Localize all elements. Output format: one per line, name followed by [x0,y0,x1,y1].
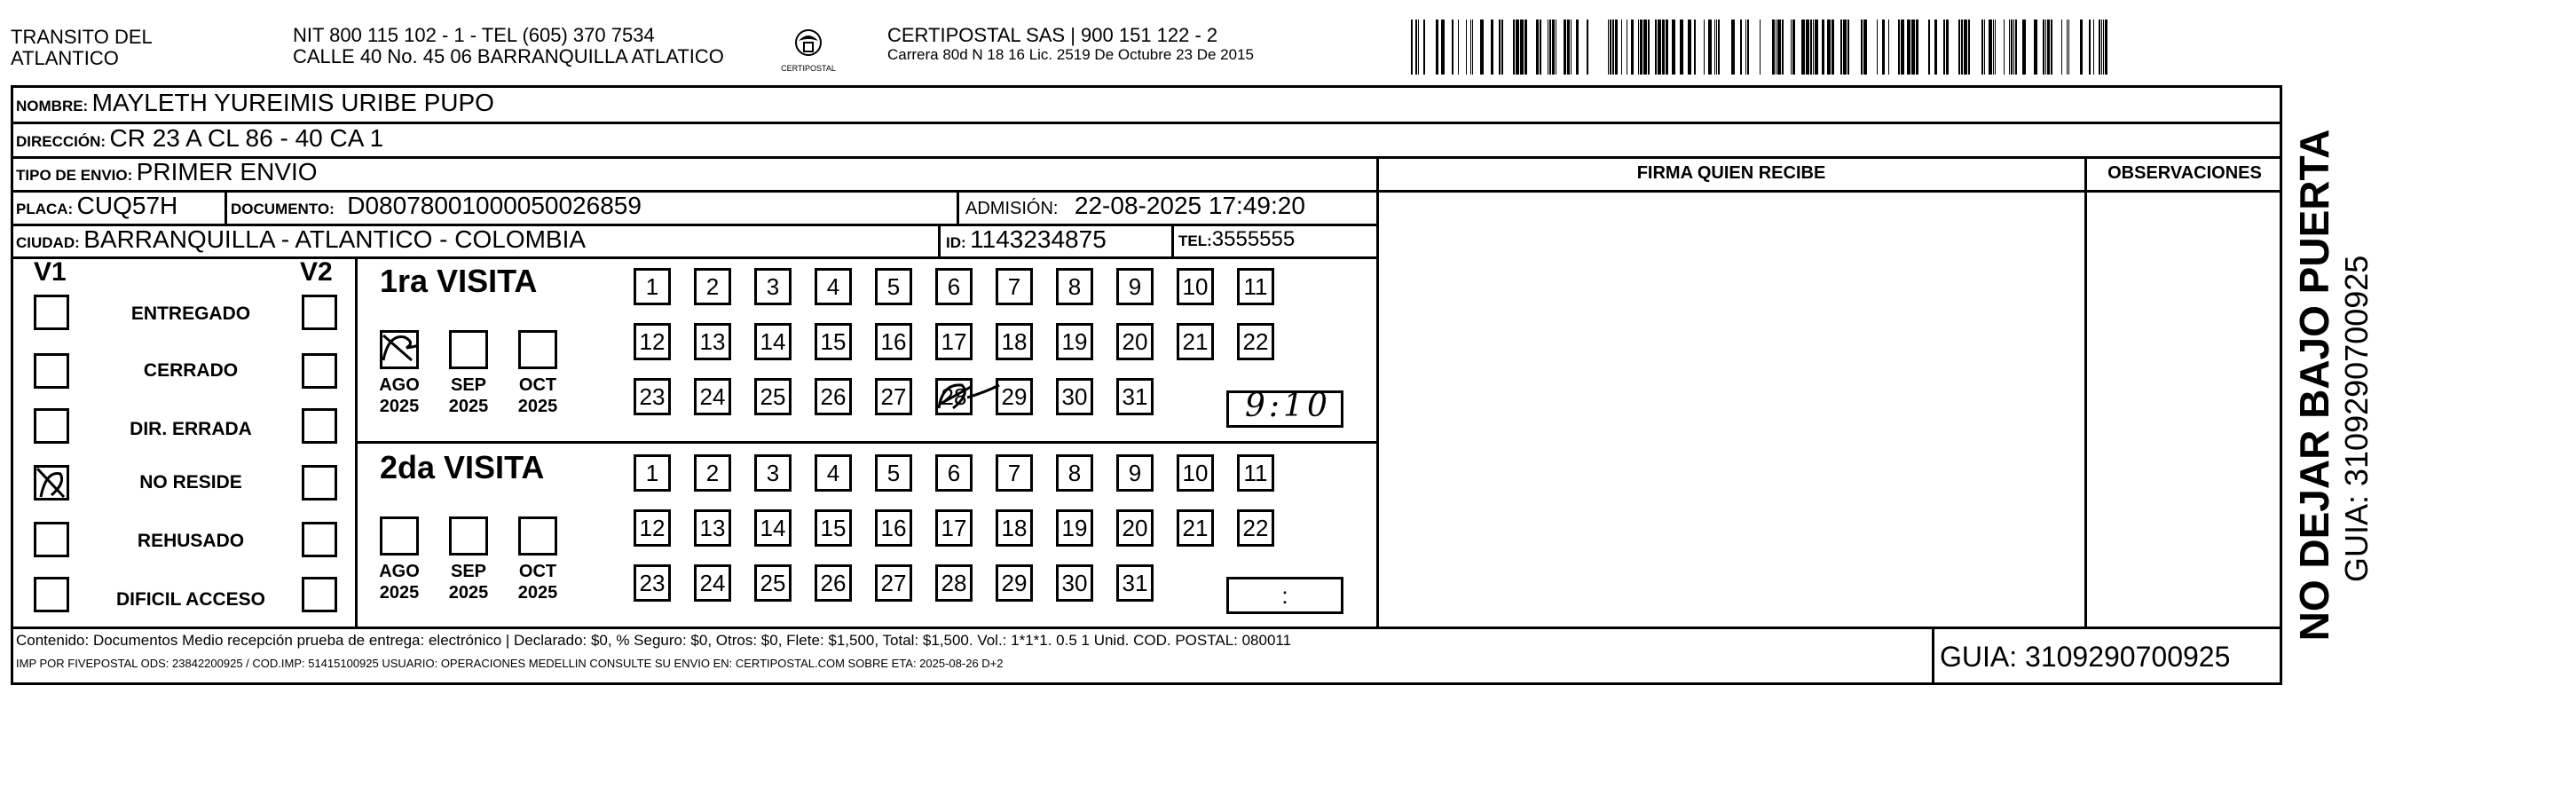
visit1-month-oct[interactable] [518,330,557,369]
visit1-day-19[interactable]: 19 [1056,323,1093,360]
visit2-day-10[interactable]: 10 [1177,454,1214,492]
visit-divider [355,441,1377,444]
col-divider [1932,627,1934,685]
col-divider [957,190,959,225]
side-panel [2288,85,2385,685]
v2-checkbox-entregado[interactable] [302,295,337,330]
carrier-info [887,25,1254,64]
visit1-day-27[interactable]: 27 [875,378,912,415]
admission-label: ADMISIÓN: [965,199,1059,218]
observations-area[interactable] [2087,192,2281,627]
visit2-month-oct[interactable] [518,516,557,556]
v1-checkbox-dir-errada[interactable] [34,408,69,444]
v1-checkbox-dificil-acceso[interactable] [34,577,69,612]
visit2-day-25[interactable]: 25 [754,564,792,602]
no-dejar-bajo-puerta-notice: NO DEJAR BAJO PUERTA [2291,129,2337,642]
visit2-day-24[interactable]: 24 [694,564,731,602]
visit2-day-7[interactable]: 7 [996,454,1033,492]
visit2-day-27[interactable]: 27 [875,564,912,602]
sender-line-2: ATLANTICO [11,47,119,69]
visit2-time-box[interactable] [1226,577,1343,614]
col-divider [938,224,941,257]
v2-checkbox-rehusado[interactable] [302,522,337,557]
sender-nit: NIT 800 115 102 - 1 - TEL (605) 370 7534 [293,24,655,46]
visit2-day-15[interactable]: 15 [815,509,852,547]
sender-address: CALLE 40 No. 45 06 BARRANQUILLA ATLATICO [293,45,724,67]
v1-checkbox-rehusado[interactable] [34,522,69,557]
visit2-day-4[interactable]: 4 [815,454,852,492]
status-label-dir-errada: DIR. ERRADA [130,419,252,439]
status-label-dificil-acceso: DIFICIL ACCESO [115,589,265,610]
visit2-day-30[interactable]: 30 [1056,564,1093,602]
visit2-month-ago[interactable] [380,516,419,556]
visit1-title: 1ra VISITA [380,263,538,299]
visit1-day-10[interactable]: 10 [1177,268,1214,305]
signature-area[interactable] [1379,192,2084,627]
visit1-month-label-sep: SEP 2025 [448,375,489,416]
status-label-no-reside: NO RESIDE [139,472,242,493]
visit2-month-label-sep: SEP 2025 [448,562,489,603]
document-field [231,192,642,220]
name-label: NOMBRE: [16,98,89,114]
visit2-day-26[interactable]: 26 [815,564,852,602]
visit1-month-label-oct: OCT 2025 [517,375,558,416]
type-value: PRIMER ENVIO [136,158,318,185]
visit1-day-11[interactable]: 11 [1237,268,1274,305]
side-guide-number: GUIA: 3109290700925 [2338,255,2375,582]
tel-value: 3555555 [1211,227,1296,251]
sender-contact [293,25,724,67]
visit1-day-30[interactable]: 30 [1056,378,1093,415]
document-value: D08078001000050026859 [347,192,642,219]
v2-checkbox-dificil-acceso[interactable] [302,577,337,612]
visit2-day-13[interactable]: 13 [694,509,731,547]
visit1-day-9[interactable]: 9 [1116,268,1154,305]
visit2-day-23[interactable]: 23 [634,564,671,602]
visit1-day-8[interactable]: 8 [1056,268,1093,305]
id-field [946,225,1107,254]
visit1-day-29[interactable]: 29 [996,378,1033,415]
footer-guide-number: GUIA: 3109290700925 [1940,641,2231,673]
address-label: DIRECCIÓN: [16,133,106,150]
row-divider [11,156,2282,159]
handwritten-check-icon [34,465,69,500]
visit1-day-26[interactable]: 26 [815,378,852,415]
city-label: CIUDAD: [16,234,80,251]
admission-value: 22-08-2025 17:49:20 [1074,192,1305,219]
visit1-day-24[interactable]: 24 [694,378,731,415]
visit1-day-1[interactable]: 1 [634,268,671,305]
id-label: ID: [946,234,966,251]
visit2-day-8[interactable]: 8 [1056,454,1093,492]
svg-text:CERTIPOSTAL: CERTIPOSTAL [781,64,836,73]
visit2-day-2[interactable]: 2 [694,454,731,492]
v2-checkbox-dir-errada[interactable] [302,408,337,444]
tel-field [1178,227,1295,252]
visit2-day-17[interactable]: 17 [935,509,973,547]
id-value: 1143234875 [970,225,1107,253]
visit1-day-22[interactable]: 22 [1237,323,1274,360]
visit2-day-18[interactable]: 18 [996,509,1033,547]
admission-field [965,192,1305,220]
visit2-day-1[interactable]: 1 [634,454,671,492]
visit1-day-16[interactable]: 16 [875,323,912,360]
visit2-day-31[interactable]: 31 [1116,564,1154,602]
carrier-license: Carrera 80d N 18 16 Lic. 2519 De Octubre 23 De 2015 [887,46,1254,63]
v2-checkbox-no-reside[interactable] [302,465,337,500]
v2-header: V2 [300,257,333,287]
visit2-day-21[interactable]: 21 [1177,509,1214,547]
visit2-day-14[interactable]: 14 [754,509,792,547]
visit2-month-label-oct: OCT 2025 [517,562,558,603]
col-divider [225,190,227,225]
certipostal-logo-icon [779,25,838,76]
visit2-day-28[interactable]: 28 [935,564,973,602]
visit2-time-value: : [1281,582,1288,609]
visit1-day-6[interactable]: 6 [935,268,973,305]
carrier-line: CERTIPOSTAL SAS | 900 151 122 - 2 [887,24,1218,46]
visit1-day-25[interactable]: 25 [754,378,792,415]
v1-header: V1 [34,257,67,287]
visit1-time-value: 9:10 [1245,388,1331,424]
visit1-day-21[interactable]: 21 [1177,323,1214,360]
visit2-day-6[interactable]: 6 [935,454,973,492]
visit1-month-label-ago: AGO 2025 [379,375,420,416]
handwritten-mark-icon [380,330,419,369]
visit2-day-22[interactable]: 22 [1237,509,1274,547]
address-value: CR 23 A CL 86 - 40 CA 1 [109,124,384,152]
visit1-day-28[interactable]: 28 [935,378,973,415]
footer-content-line: Contenido: Documentos Medio recepción prueba de entrega: electrónico | Declarado: $0, % Seguro: $0, Otros: $0, Flete: $1,500, Total: $1,500. Vol.: 1*1*1. 0.5 1 Unid. COD. POSTAL: 080011 [16,632,1292,649]
address-field [16,124,383,153]
visit1-day-14[interactable]: 14 [754,323,792,360]
status-label-rehusado: REHUSADO [137,531,245,551]
v1-checkbox-entregado[interactable] [34,295,69,330]
visit1-day-20[interactable]: 20 [1116,323,1154,360]
visit2-day-11[interactable]: 11 [1237,454,1274,492]
visit1-day-12[interactable]: 12 [634,323,671,360]
name-value: MAYLETH YUREIMIS URIBE PUPO [91,89,494,116]
visit1-day-3[interactable]: 3 [754,268,792,305]
v1-checkbox-cerrado[interactable] [34,353,69,389]
visit1-day-17[interactable]: 17 [935,323,973,360]
visit1-day-2[interactable]: 2 [694,268,731,305]
visit2-day-20[interactable]: 20 [1116,509,1154,547]
visit2-day-3[interactable]: 3 [754,454,792,492]
visit1-day-15[interactable]: 15 [815,323,852,360]
footer-print-line: IMP POR FIVEPOSTAL ODS: 23842200925 / COD.IMP: 51415100925 USUARIO: OPERACIONES MEDELLIN CONSULTE SU ENVIO EN: CERTIPOSTAL.COM SOBRE ETA: 2025-08-26 D+2 [16,657,1004,670]
plate-field [16,192,177,220]
name-field [16,89,494,117]
city-value: BARRANQUILLA - ATLANTICO - COLOMBIA [83,225,587,253]
tel-label: TEL: [1178,232,1212,249]
visit2-month-sep[interactable] [449,516,488,556]
city-field [16,225,586,254]
visit2-title: 2da VISITA [380,449,545,485]
visit1-day-7[interactable]: 7 [996,268,1033,305]
visit1-month-ago[interactable] [380,330,419,369]
plate-label: PLACA: [16,201,74,217]
visit1-day-4[interactable]: 4 [815,268,852,305]
visit2-month-label-ago: AGO 2025 [379,562,420,603]
document-label: DOCUMENTO: [231,201,335,217]
status-label-cerrado: CERRADO [143,360,239,381]
observations-header: OBSERVACIONES [2107,163,2262,183]
visit2-day-12[interactable]: 12 [634,509,671,547]
footer-divider [11,627,2282,629]
sender-name [11,27,153,69]
type-label: TIPO DE ENVIO: [16,167,133,184]
visit1-day-5[interactable]: 5 [875,268,912,305]
visit2-day-19[interactable]: 19 [1056,509,1093,547]
visit2-day-9[interactable]: 9 [1116,454,1154,492]
visit2-day-29[interactable]: 29 [996,564,1033,602]
visit1-day-13[interactable]: 13 [694,323,731,360]
visit1-month-sep[interactable] [449,330,488,369]
col-divider [1171,224,1174,257]
visit2-day-5[interactable]: 5 [875,454,912,492]
visit1-time-box[interactable] [1226,390,1343,428]
barcode [1411,20,2112,75]
signature-header: FIRMA QUIEN RECIBE [1636,163,1826,183]
type-field [16,158,318,186]
v1-checkbox-no-reside[interactable] [34,465,69,500]
v2-checkbox-cerrado[interactable] [302,353,337,389]
visit2-day-16[interactable]: 16 [875,509,912,547]
plate-value: CUQ57H [76,192,178,219]
visit1-day-31[interactable]: 31 [1116,378,1154,415]
sender-line-1: TRANSITO DEL [11,26,153,48]
visit1-day-23[interactable]: 23 [634,378,671,415]
status-label-entregado: ENTREGADO [130,303,251,324]
visit1-day-18[interactable]: 18 [996,323,1033,360]
